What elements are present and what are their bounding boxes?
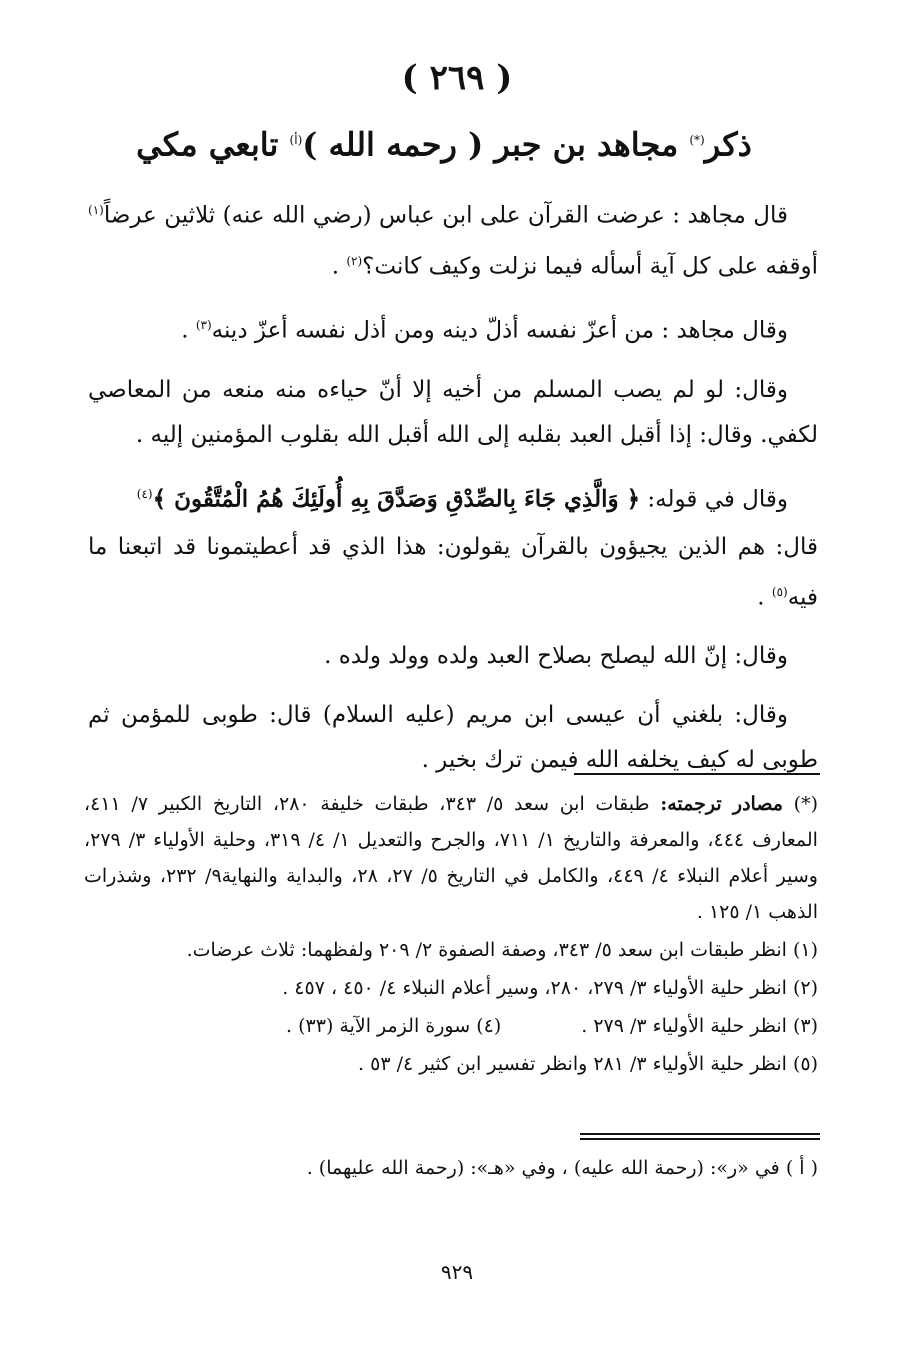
paragraph-5-text: قال: هم الذين يجيؤون بالقرآن يقولون: هذا الذي قد أعطيتمونا قد اتبعنا ما فيه	[88, 533, 818, 611]
footnote-ref-4: (٤)	[136, 486, 153, 501]
footnote-separator	[574, 773, 820, 775]
heading-prefix: ذكر	[704, 125, 752, 164]
paragraph-6: وقال: إنّ الله ليصلح بصلاح العبد ولده وولد ولده .	[324, 643, 788, 670]
footnotes	[84, 786, 818, 1084]
footnote-text: انظر طبقات ابن سعد ٥/ ٣٤٣، وصفة الصفوة ٢/ ٢٠٩ ولفظهما: ثلاث عرضات.	[186, 939, 787, 961]
footnote-text: انظر حلية الأولياء ٣/ ٢٧٩، ٢٨٠، وسير أعلام النبلاء ٤/ ٤٥٠ ، ٤٥٧ .	[282, 977, 787, 999]
quran-verse: ﴿ وَالَّذِي جَاءَ بِالصِّدْقِ وَصَدَّقَ بِهِ أُولَئِكَ هُمُ الْمُتَّقُونَ ﴾	[152, 485, 641, 513]
footnote-sources-text: طبقات ابن سعد ٥/ ٣٤٣، طبقات خليفة ٢٨٠، التاريخ الكبير ٧/ ٤١١، المعارف ٤٤٤، والمعرفة والتاريخ ١/ ٧١١، والجرح والتعديل ١/ ٤/ ٣١٩، وحلية الأولياء ٣/ ٢٧٩، وسير أعلام النبلاء ٤/ ٤٤٩، والكامل في التاريخ ٥/ ٢٧، ٢٨، والبداية والنهاية٩/ ٢٣٢، وشذرات الذهب ١/ ١٢٥ .	[84, 793, 818, 923]
heading-variant-mark: (أ)	[289, 133, 303, 147]
paragraph-2	[88, 303, 818, 354]
variant-marker: ( أ )	[785, 1157, 818, 1179]
paragraph-2-end: .	[181, 317, 189, 344]
paragraph-5-end: .	[757, 584, 765, 611]
footnote-ref-1: (١)	[88, 203, 104, 217]
variant-note	[84, 1150, 818, 1186]
paragraph-1	[88, 188, 818, 289]
entry-number: ( ٢٦٩ )	[401, 58, 513, 98]
heading-footnote-mark: (*)	[689, 133, 705, 147]
footnote-marker: (٣)	[792, 1015, 818, 1037]
footnote-ref-5: (٥)	[771, 584, 788, 599]
footnote-3	[581, 1008, 818, 1044]
variant-text: في «ر»: (رحمة الله عليه) ، وفي «هـ»: (رحمة الله عليهما) .	[306, 1157, 780, 1179]
paragraph-1-rest: أوقفه على كل آية أسأله فيما نزلت وكيف كانت؟	[362, 253, 818, 280]
paragraph-2-text: وقال مجاهد : من أعزّ نفسه أذلّ دينه ومن أذل نفسه أعزّ دينه	[211, 317, 788, 344]
footnote-marker: (٥)	[792, 1053, 818, 1075]
entry-heading	[134, 118, 754, 167]
heading-name: مجاهد بن جبر ( رحمه الله )	[302, 125, 679, 164]
paragraph-4-intro: وقال في قوله:	[647, 486, 788, 513]
footnote-1	[84, 932, 818, 968]
footnote-ref-2: (٢)	[346, 253, 363, 268]
footnote-2	[84, 970, 818, 1006]
footnote-text: انظر حلية الأولياء ٣/ ٢٧٩ .	[581, 1015, 787, 1037]
page-number: ٩٢٩	[440, 1260, 474, 1284]
footnote-3-4-row	[84, 1008, 818, 1044]
body-text	[88, 188, 818, 797]
footnote-ref-3: (٣)	[195, 318, 212, 333]
paragraph-5	[88, 525, 818, 621]
footnote-5	[84, 1046, 818, 1082]
paragraph-7: وقال: بلغني أن عيسى ابن مريم (عليه السلام) قال: طوبى للمؤمن ثم طوبى له كيف يخلفه الله فيمن ترك بخير .	[88, 702, 818, 774]
variant-separator	[580, 1133, 820, 1140]
footnote-marker: (٢)	[792, 977, 818, 999]
footnote-marker: (*)	[793, 793, 818, 815]
paragraph-1-end: .	[331, 253, 340, 280]
footnote-text: انظر حلية الأولياء ٣/ ٢٨١ وانظر تفسير ابن كثير ٤/ ٥٣ .	[358, 1053, 787, 1075]
footnote-text: سورة الزمر الآية (٣٣) .	[286, 1015, 471, 1037]
footnote-sources	[84, 786, 818, 930]
footnote-sources-label: مصادر ترجمته:	[660, 793, 783, 815]
footnote-marker: (٤)	[476, 1015, 502, 1037]
paragraph-1-text: قال مجاهد : عرضت القرآن على ابن عباس (رضي الله عنه) ثلاثين عرضاً	[103, 202, 788, 229]
paragraph-4	[88, 472, 818, 523]
heading-rest: تابعي مكي	[136, 125, 279, 164]
paragraph-3: وقال: لو لم يصب المسلم من أخيه إلا أنّ حياءه منه منعه من المعاصي لكفي. وقال: إذا أقبل العبد بقلبه إلى الله أقبل الله بقلوب المؤمنين إليه .	[88, 376, 818, 448]
footnote-marker: (١)	[792, 939, 818, 961]
footnote-4	[286, 1008, 501, 1044]
